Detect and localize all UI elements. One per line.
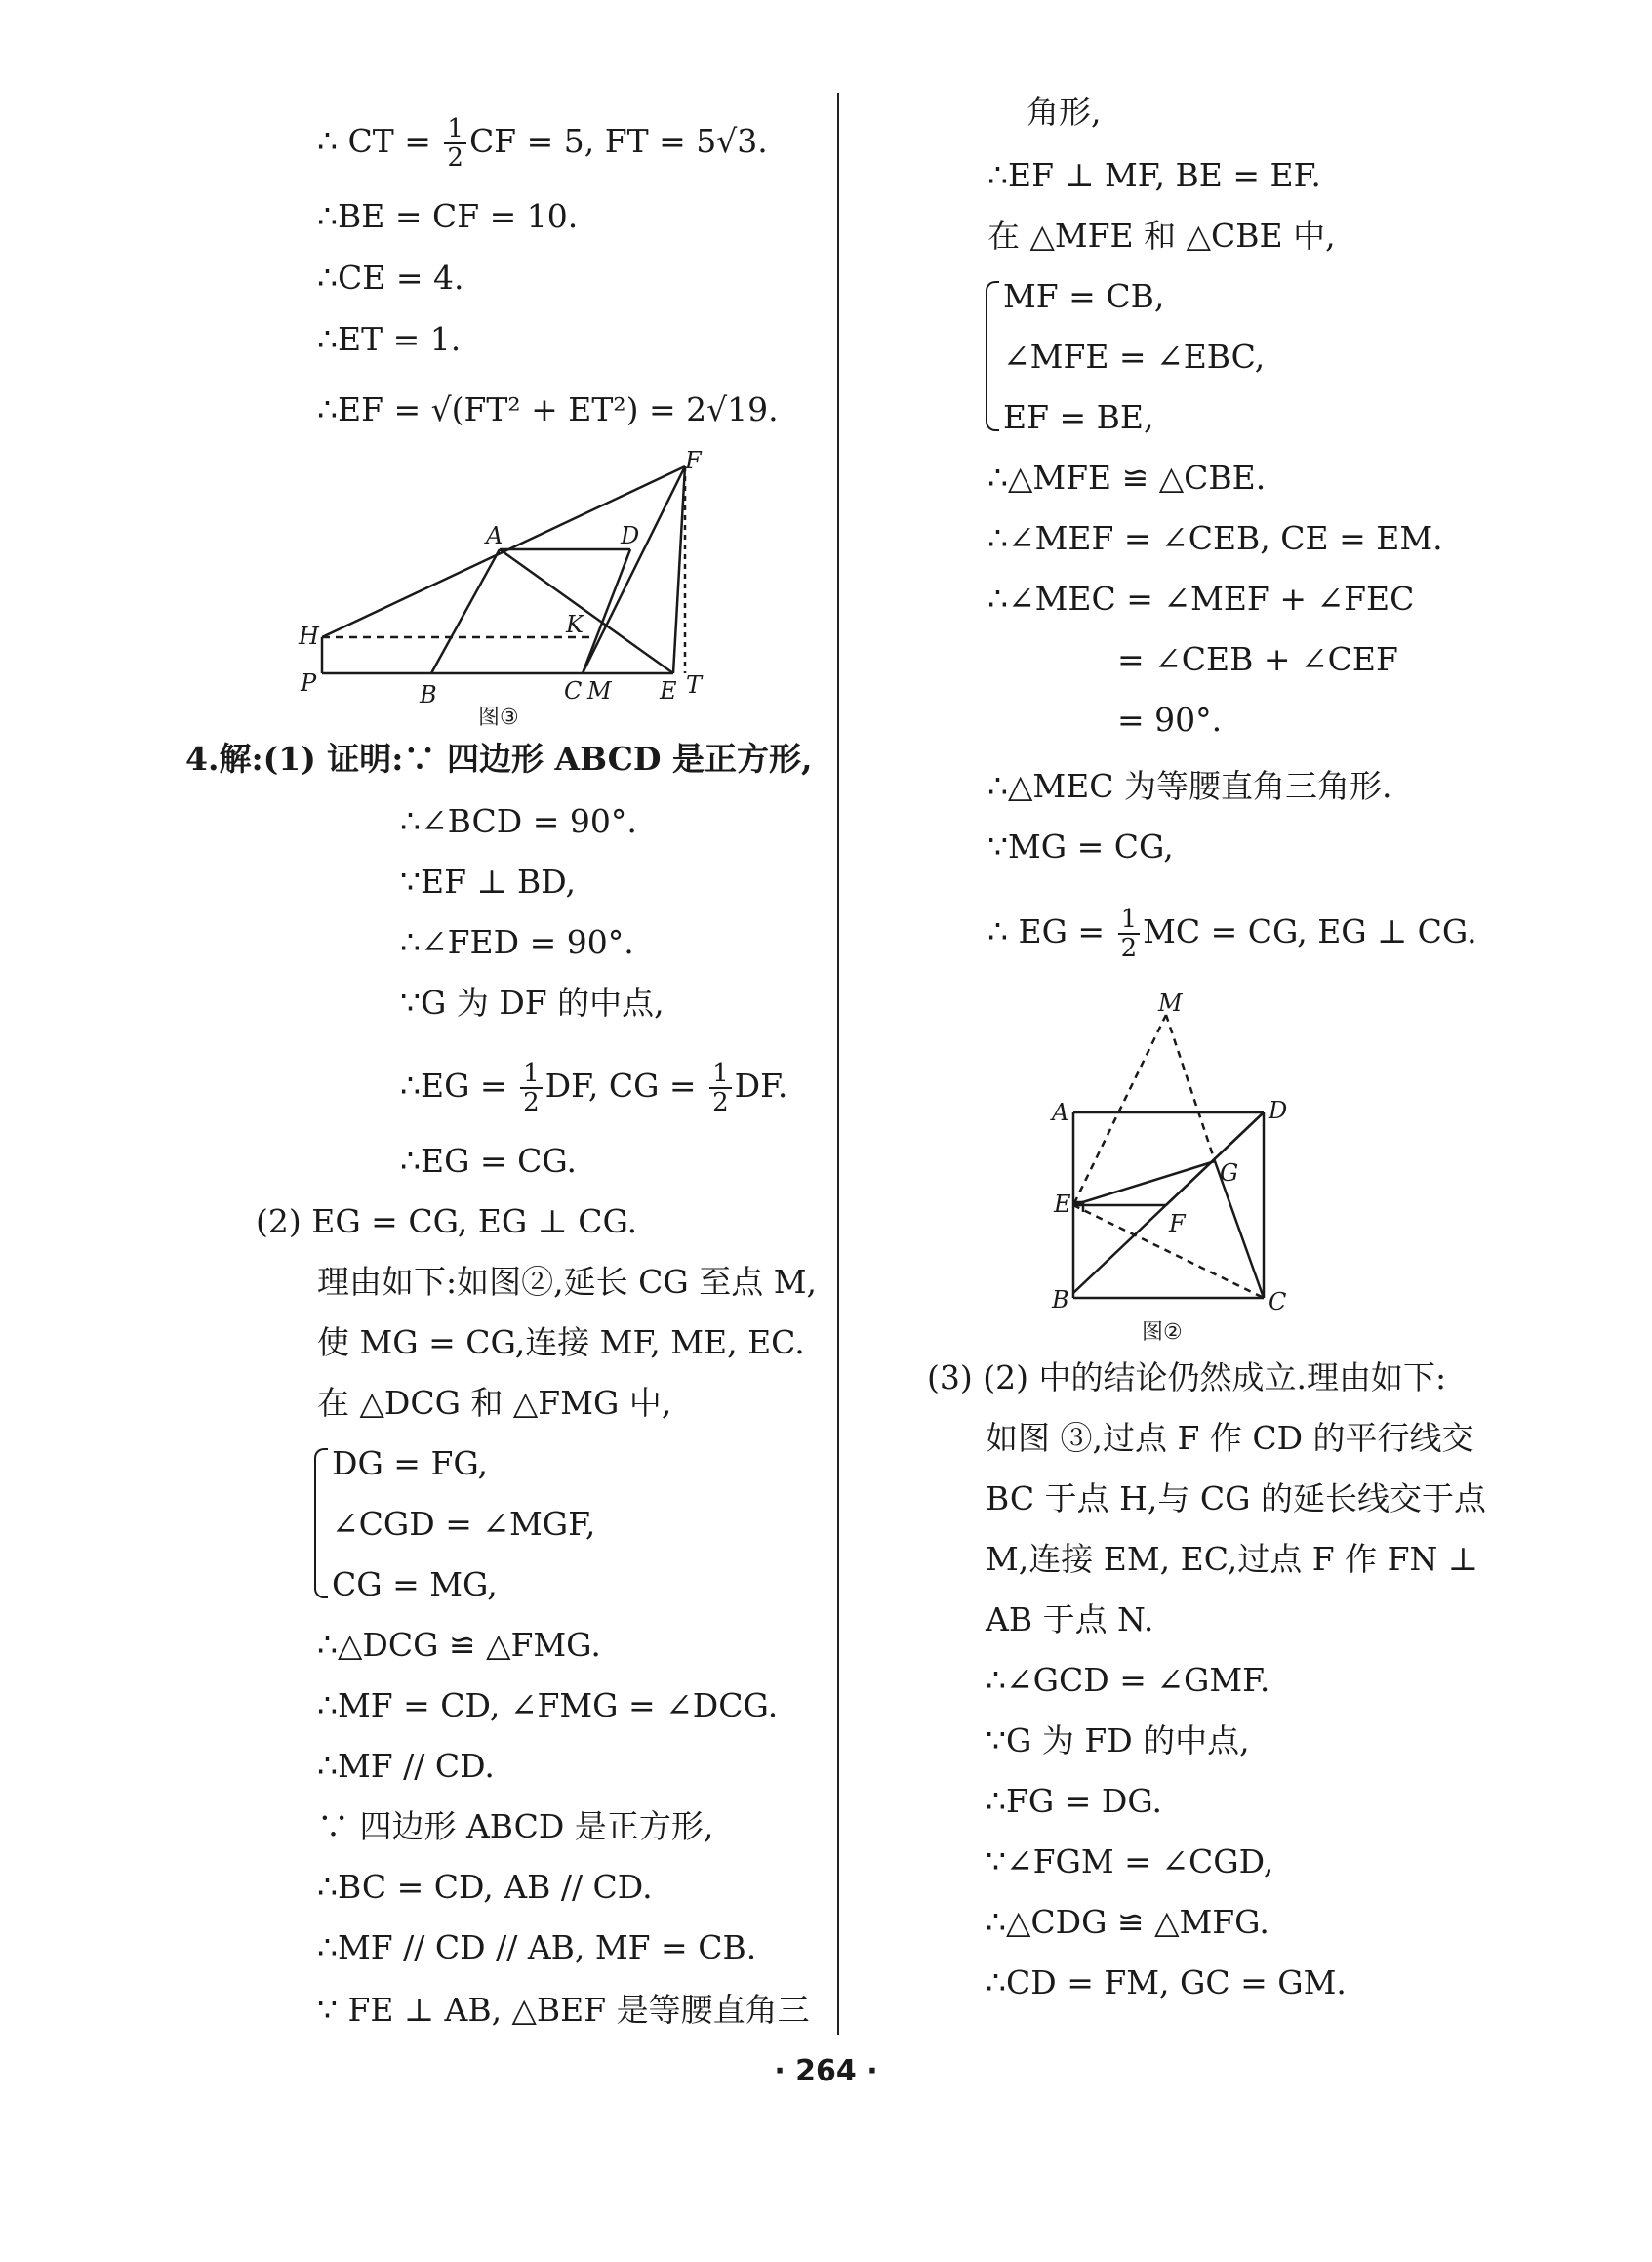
line-construct: 使 MG = CG,连接 MF, ME, EC. (317, 1323, 805, 1361)
fig2-label-m: M (1158, 990, 1183, 1017)
fig2-label-g: G (1220, 1159, 1239, 1187)
brace-left (314, 1448, 328, 1598)
line-ceb-cef: = ∠CEB + ∠CEF (1117, 640, 1398, 678)
line-reason: 理由如下:如图②,延长 CG 至点 M, (317, 1263, 817, 1301)
line-mg-cg: ∵MG = CG, (987, 828, 1174, 866)
line-mef-ceb: ∴∠MEF = ∠CEB, CE = EM. (987, 519, 1443, 557)
fig2-label-c: C (1269, 1288, 1287, 1315)
line-part3: (3) (2) 中的结论仍然成立.理由如下: (927, 1358, 1447, 1396)
line-mfe-ebc: ∠MFE = ∠EBC, (1003, 338, 1266, 376)
line-ce: ∴CE = 4. (317, 259, 464, 297)
line-ef-be: EF = BE, (1003, 398, 1154, 436)
fraction-half: $\frac{1}{2}$ (520, 1060, 543, 1116)
line-mec-isosceles: ∴△MEC 为等腰直角三角形. (987, 767, 1392, 805)
fig2-caption: 图② (1142, 1320, 1183, 1345)
figure-2 (1044, 986, 1317, 1337)
line-be: ∴BE = CF = 10. (317, 197, 579, 235)
fraction-half: $\frac{1}{2}$ (444, 115, 466, 172)
line-bcd: ∴∠BCD = 90°. (400, 802, 637, 840)
figure-3 (293, 449, 722, 712)
fig3-label-p: P (301, 669, 317, 697)
line-mf-parallel: ∴MF // CD. (317, 1747, 495, 1785)
fig3-label-c: C (564, 677, 583, 705)
line-jiaoxing: 角形, (1027, 93, 1102, 131)
fig3-label-d: D (621, 522, 640, 549)
fraction-half: $\frac{1}{2}$ (1118, 906, 1141, 962)
line-mf-cd-ab: ∴MF // CD // AB, MF = CB. (317, 1928, 757, 1966)
line-in-mfe-cbe: 在 △MFE 和 △CBE 中, (987, 217, 1336, 255)
fig2-label-d: D (1269, 1097, 1288, 1124)
fig3-label-e: E (660, 677, 677, 705)
fig3-label-b: B (420, 681, 437, 708)
line-ef: ∴EF = √(FT² + ET²) = 2√19. (317, 390, 779, 428)
fig3-label-a: A (486, 522, 504, 549)
line-et: ∴ET = 1. (317, 320, 462, 358)
line-mf-cd: ∴MF = CD, ∠FMG = ∠DCG. (317, 1686, 779, 1724)
line-cdg-congruent: ∴△CDG ≌ △MFG. (986, 1903, 1269, 1941)
line-eg-half: ∴EG = $\frac{1}{2}$ DF, CG = $\frac{1}{2}$ DF. (400, 1059, 788, 1117)
line-ef-mf: ∴EF ⊥ MF, BE = EF. (987, 156, 1321, 194)
line-in-triangles: 在 △DCG 和 △FMG 中, (317, 1384, 672, 1422)
fig2-label-a: A (1052, 1099, 1069, 1126)
line-mec-sum: ∴∠MEC = ∠MEF + ∠FEC (987, 580, 1415, 618)
line-eg-cg: ∴EG = CG. (400, 1142, 578, 1180)
line-fgm-cgd: ∵∠FGM = ∠CGD, (986, 1842, 1274, 1880)
fig3-label-m: M (587, 677, 612, 705)
fig2-label-b: B (1052, 1286, 1069, 1313)
line-fg-dg: ∴FG = DG. (986, 1782, 1163, 1820)
line-bc-point-h: BC 于点 H,与 CG 的延长线交于点 (986, 1479, 1486, 1517)
brace-right (986, 281, 999, 431)
line-ef-perp-bd: ∵EF ⊥ BD, (400, 863, 577, 901)
column-divider (837, 93, 839, 2035)
line-g-fd-mid: ∵G 为 FD 的中点, (986, 1721, 1250, 1759)
line-cd-fm: ∴CD = FM, GC = GM. (986, 1963, 1347, 2001)
line-cg-mg: CG = MG, (332, 1565, 498, 1603)
line-mf-cb: MF = CB, (1003, 277, 1165, 315)
line-ab-point-n: AB 于点 N. (986, 1600, 1154, 1638)
line-90: = 90°. (1117, 701, 1223, 739)
line-bc-cd: ∴BC = CD, AB // CD. (317, 1868, 653, 1906)
line-m-connect: M,连接 EM, EC,过点 F 作 FN ⊥ (986, 1540, 1478, 1578)
fig3-label-t: T (686, 671, 703, 699)
line-gcd-gmf: ∴∠GCD = ∠GMF. (986, 1661, 1270, 1699)
fig3-label-h: H (299, 623, 319, 650)
fig2-label-e: E (1054, 1191, 1071, 1218)
line-ct: ∴ CT = $\frac{1}{2}$ CF = 5, FT = 5√3. (317, 114, 768, 173)
line-mfe-congruent: ∴△MFE ≌ △CBE. (987, 459, 1267, 497)
fig2-label-f: F (1169, 1210, 1186, 1237)
line-g-mid: ∵G 为 DF 的中点, (400, 984, 665, 1022)
fig3-label-f: F (685, 449, 702, 474)
page-number: · 264 · (774, 2054, 878, 2088)
line-dg-fg: DG = FG, (332, 1444, 489, 1482)
line-fe-ab: ∵ FE ⊥ AB, △BEF 是等腰直角三 (317, 1991, 810, 2029)
fraction-half: $\frac{1}{2}$ (709, 1060, 732, 1116)
line-eg-half-mc: ∴ EG = $\frac{1}{2}$ MC = CG, EG ⊥ CG. (987, 905, 1477, 963)
line-part2: (2) EG = CG, EG ⊥ CG. (256, 1202, 638, 1240)
line-fig3-construct: 如图 ③,过点 F 作 CD 的平行线交 (986, 1419, 1474, 1457)
line-q4-intro: 4.解:(1) 证明:∵ 四边形 ABCD 是正方形, (185, 740, 813, 778)
line-dcg-congruent: ∴△DCG ≌ △FMG. (317, 1626, 601, 1664)
line-square: ∵ 四边形 ABCD 是正方形, (317, 1807, 714, 1845)
fig3-caption: 图③ (478, 706, 519, 730)
line-cgd-mgf: ∠CGD = ∠MGF, (332, 1505, 596, 1543)
line-fed: ∴∠FED = 90°. (400, 923, 634, 961)
fig3-label-k: K (566, 611, 584, 638)
